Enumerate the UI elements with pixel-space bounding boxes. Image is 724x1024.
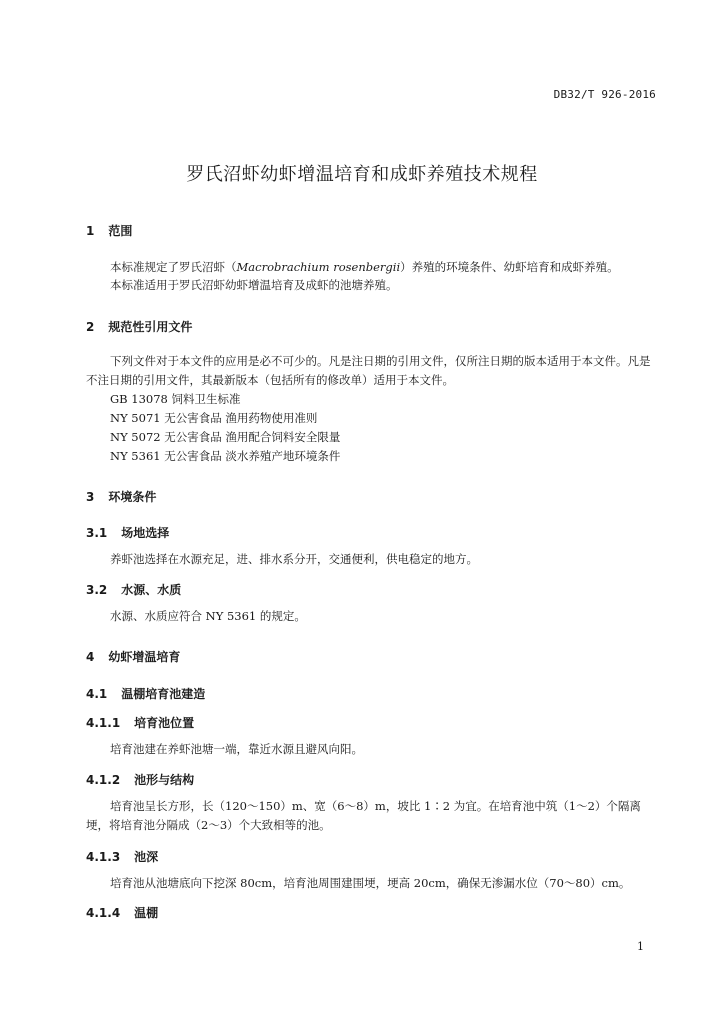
section-number: 4.1 xyxy=(86,687,108,701)
section-4-1-3-heading xyxy=(86,848,158,865)
section-title: 规范性引用文件 xyxy=(108,320,193,334)
text-span: ）养殖的环境条件、幼虾培育和成虾养殖。 xyxy=(400,260,619,274)
section-4-1-3-paragraph: 培育池从池塘底向下挖深 80cm，培育池周围建围埂，埂高 20cm，确保无渗漏水位（70～80）cm。 xyxy=(110,876,631,890)
section-4-1-heading xyxy=(86,685,205,702)
section-1-paragraph-1 xyxy=(86,258,661,277)
section-title: 范围 xyxy=(108,224,133,238)
reference-item: GB 13078 饲料卫生标准 xyxy=(110,392,241,406)
section-title: 温棚 xyxy=(134,906,159,920)
section-3-2-heading xyxy=(86,581,181,598)
section-3-1-paragraph: 养虾池选择在水源充足，进、排水系分开，交通便利，供电稳定的地方。 xyxy=(110,552,478,566)
reference-item: NY 5072 无公害食品 渔用配合饲料安全限量 xyxy=(110,430,341,444)
section-3-1-heading xyxy=(86,524,169,541)
text-span: 本标准规定了罗氏沼虾（ xyxy=(110,260,237,274)
section-number: 4.1.1 xyxy=(86,716,121,730)
section-1-paragraph-2: 本标准适用于罗氏沼虾幼虾增温培育及成虾的池塘养殖。 xyxy=(110,278,398,292)
section-3-heading xyxy=(86,488,156,505)
section-title: 场地选择 xyxy=(121,526,170,540)
page-number: 1 xyxy=(637,940,644,953)
section-title: 池形与结构 xyxy=(134,773,195,787)
section-title: 环境条件 xyxy=(108,490,157,504)
section-4-1-1-paragraph: 培育池建在养虾池塘一端，靠近水源且避风向阳。 xyxy=(110,742,363,756)
section-2-paragraph: 下列文件对于本文件的应用是必不可少的。凡是注日期的引用文件，仅所注日期的版本适用于本文件。凡是不注日期的引用文件，其最新版本（包括所有的修改单）适用于本文件。 xyxy=(86,354,651,387)
document-title: 罗氏沼虾幼虾增温培育和成虾养殖技术规程 xyxy=(186,164,538,185)
section-number: 2 xyxy=(86,320,95,334)
section-number: 4.1.3 xyxy=(86,850,121,864)
section-number: 4.1.2 xyxy=(86,773,121,787)
section-number: 1 xyxy=(86,224,95,238)
section-title: 池深 xyxy=(134,850,159,864)
section-1-heading xyxy=(86,222,132,239)
latin-name: Macrobrachium rosenbergii xyxy=(236,260,401,274)
section-number: 3.2 xyxy=(86,583,108,597)
reference-item: NY 5071 无公害食品 渔用药物使用准则 xyxy=(110,411,318,425)
section-4-1-4-heading xyxy=(86,904,158,921)
section-title: 培育池位置 xyxy=(134,716,195,730)
section-number: 4 xyxy=(86,650,95,664)
section-4-heading xyxy=(86,648,180,665)
section-number: 3 xyxy=(86,490,95,504)
section-title: 水源、水质 xyxy=(121,583,182,597)
section-4-1-2-paragraph: 培育池呈长方形，长（120～150）m、宽（6～8）m，坡比 1∶2 为宜。在培育池中筑（1～2）个隔离埂，将培育池分隔成（2～3）个大致相等的池。 xyxy=(86,799,641,832)
standard-code: DB32/T 926-2016 xyxy=(553,88,656,101)
section-number: 3.1 xyxy=(86,526,108,540)
section-title: 温棚培育池建造 xyxy=(121,687,206,701)
section-4-1-1-heading xyxy=(86,714,194,731)
section-4-1-2-heading xyxy=(86,771,194,788)
section-title: 幼虾增温培育 xyxy=(108,650,181,664)
section-2-heading xyxy=(86,318,192,335)
section-3-2-paragraph: 水源、水质应符合 NY 5361 的规定。 xyxy=(110,609,306,623)
section-number: 4.1.4 xyxy=(86,906,121,920)
reference-item: NY 5361 无公害食品 淡水养殖产地环境条件 xyxy=(110,449,341,463)
